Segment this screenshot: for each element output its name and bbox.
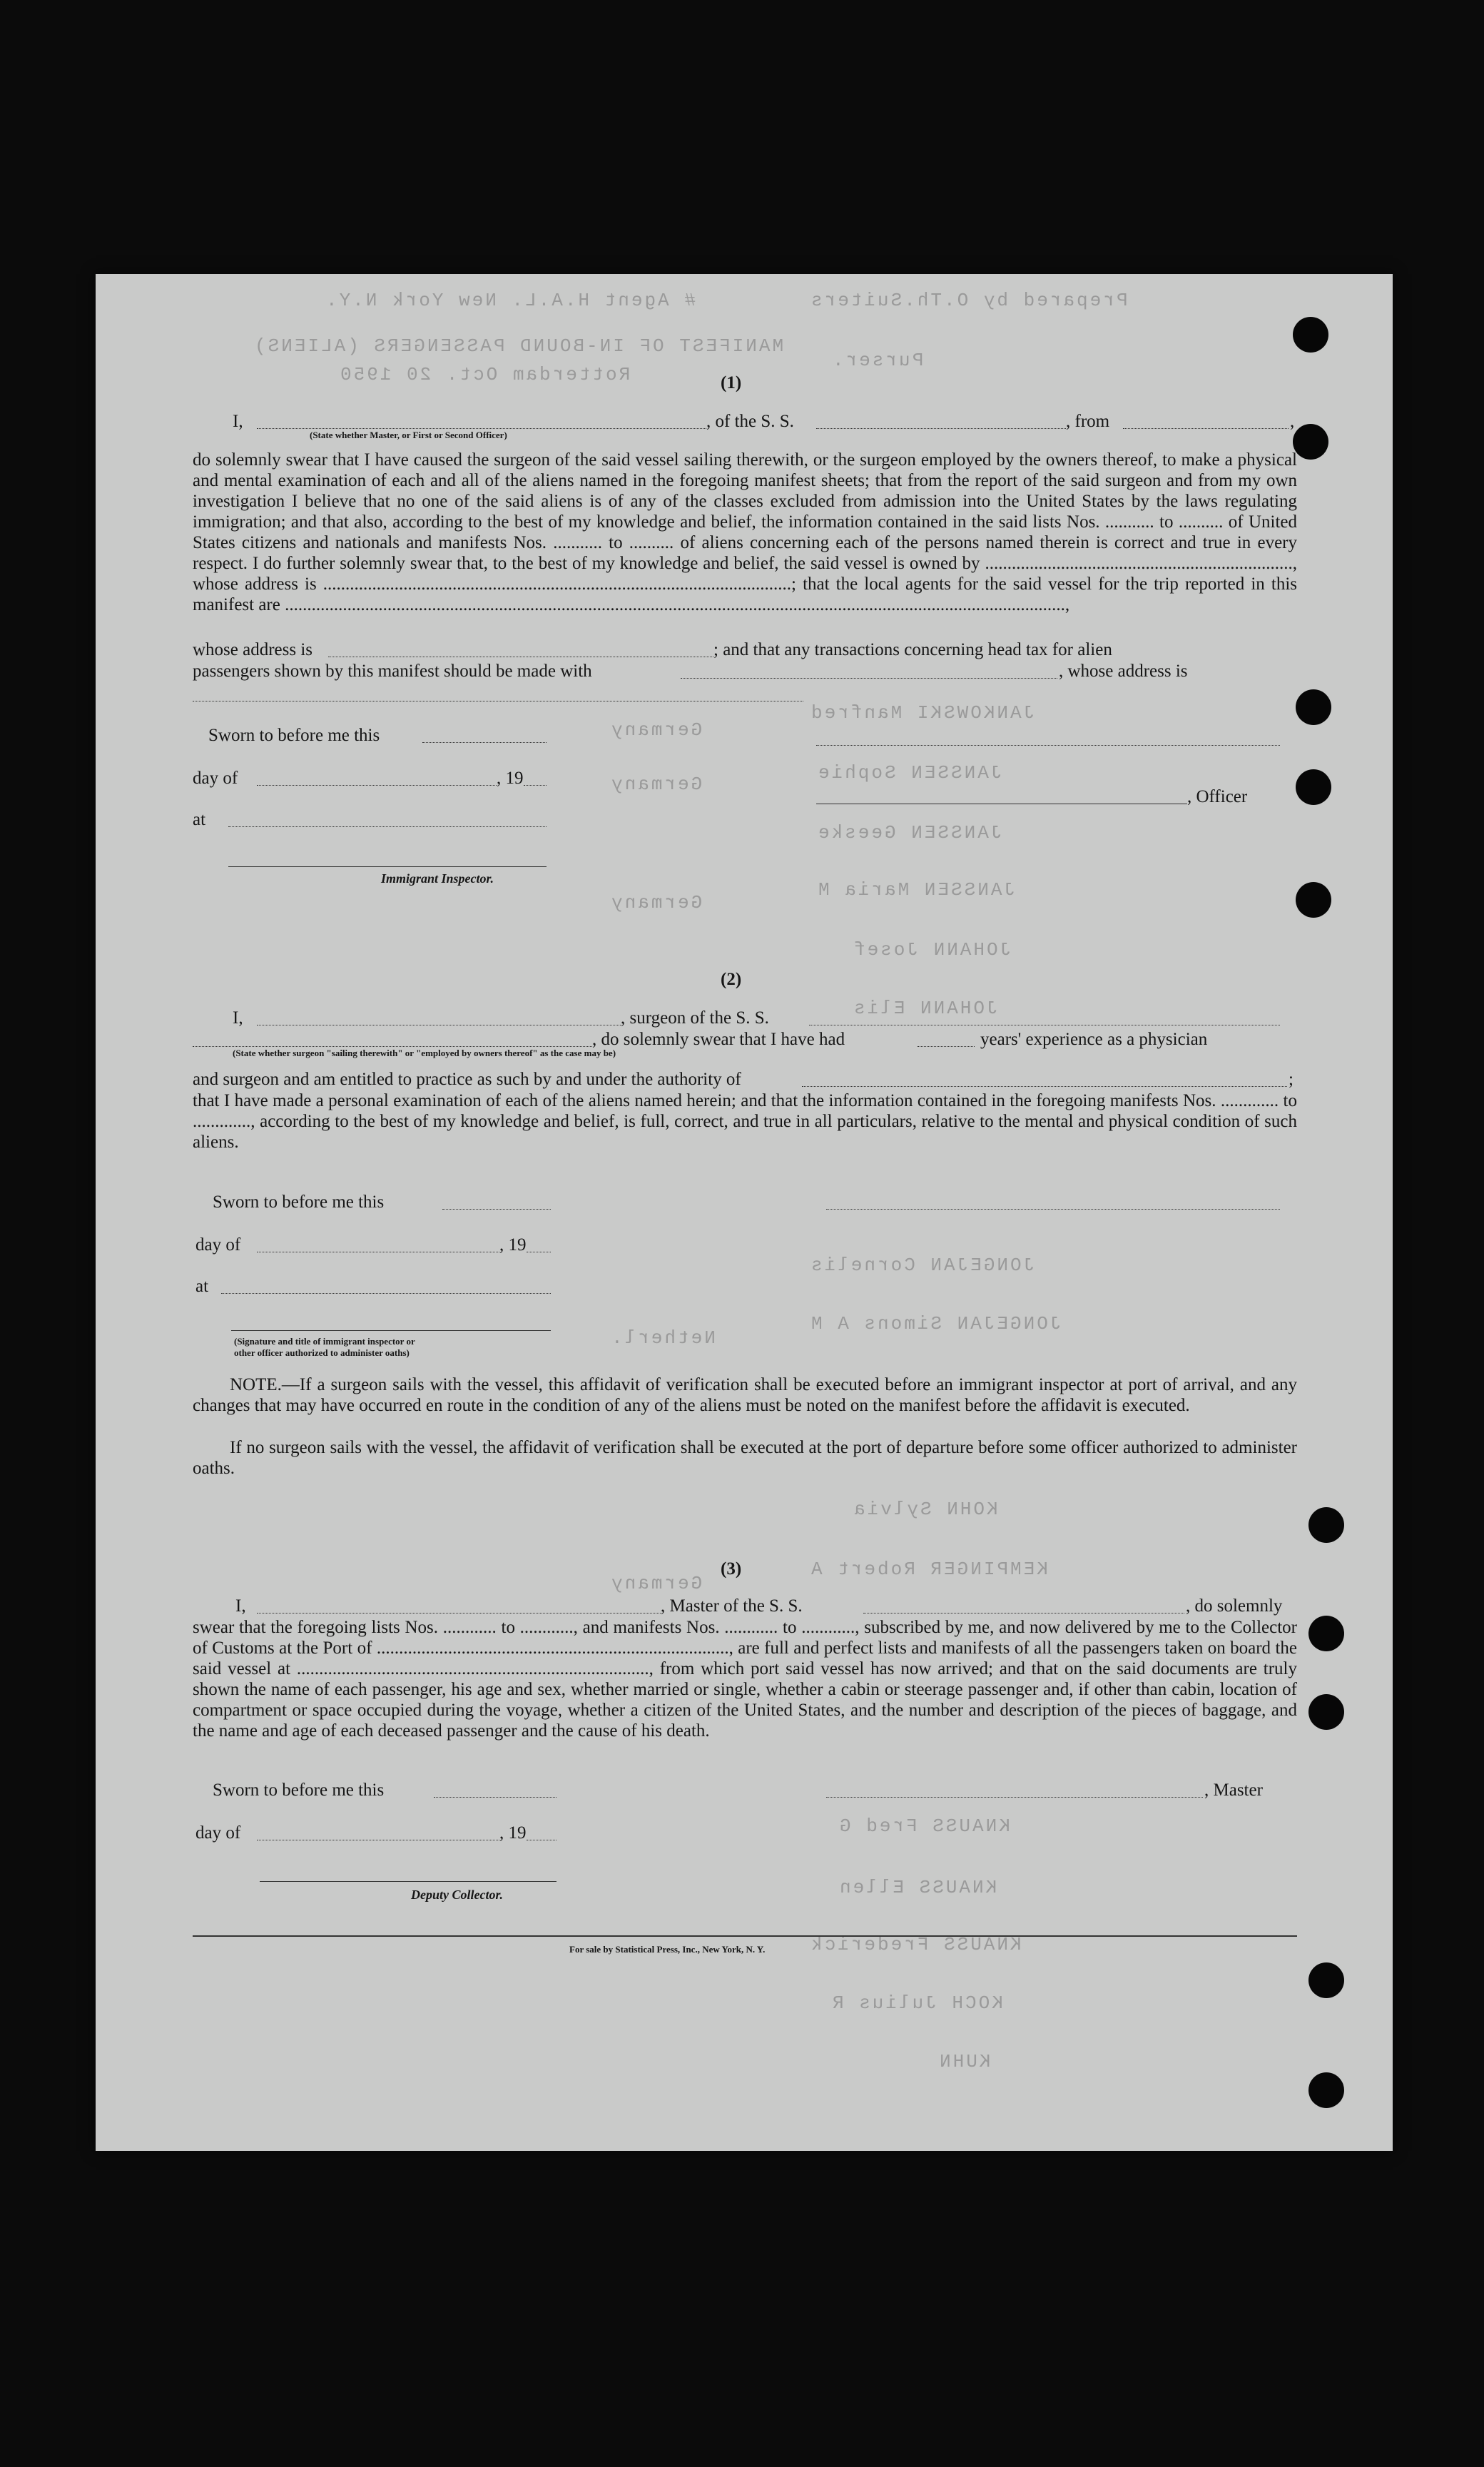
bleed-row: JONGEJAN Simons A M xyxy=(809,1313,1062,1334)
bleed-row: JANSSEN Geeske xyxy=(816,822,1002,844)
s3-master-label: , Master xyxy=(1204,1780,1263,1800)
s3-year: , 19 xyxy=(499,1823,527,1843)
s2-body-2: that I have made a personal examination of each of the aliens named herein; and that the information contained in the foregoing manifests Nos. ............. to ............., according to the best of my knowledge and belief, is full, correct, and true in all particulars, relative to the mental and physical condition of such aliens. xyxy=(193,1091,1297,1152)
s3-day-of: day of xyxy=(195,1823,241,1843)
bleed-header-title: MANIFEST OF IN-BOUND PASSENGERS (ALIENS) xyxy=(253,335,784,357)
s2-swear: , do solemnly swear that I have had xyxy=(592,1030,845,1049)
s2-authority-line xyxy=(802,1086,1287,1087)
punch-hole xyxy=(1308,1962,1344,1998)
s1-at-line xyxy=(228,826,547,827)
s2-body-1: and surgeon and am entitled to practice as such by and under the authority of xyxy=(193,1070,741,1089)
s3-solemnly: , do solemnly xyxy=(1186,1596,1283,1616)
s1-i: I, xyxy=(233,412,243,431)
s1-rank-line xyxy=(257,428,706,429)
s2-surgeon-signature-line xyxy=(826,1209,1280,1210)
s1-transactions: ; and that any transactions concerning head tax for alien xyxy=(713,640,1112,659)
punch-hole xyxy=(1308,1616,1344,1651)
s2-years: years' experience as a physician xyxy=(980,1030,1208,1049)
bleed-row: JANSSEN Sophie xyxy=(816,762,1002,784)
bleed-row: KNAUSS Ellen xyxy=(838,1877,997,1898)
s1-comma: , xyxy=(1290,412,1295,431)
s3-master-signature-line xyxy=(826,1797,1203,1798)
bleed-header-purser: Purser. xyxy=(830,350,924,371)
section-3-number: (3) xyxy=(721,1559,742,1579)
s1-day-line xyxy=(257,785,497,786)
s3-deputy-caption: Deputy Collector. xyxy=(411,1888,503,1902)
s2-sworn: Sworn to before me this xyxy=(213,1192,385,1212)
s1-inspector-line xyxy=(228,866,547,867)
s3-sworn: Sworn to before me this xyxy=(213,1780,385,1800)
s2-years-line xyxy=(918,1046,975,1047)
bleed-row: KUHN xyxy=(937,2051,991,2072)
s2-sworn-line xyxy=(442,1209,551,1210)
bleed-row: JONGEJAN Cornelis xyxy=(809,1255,1035,1276)
s3-i: I, xyxy=(235,1596,246,1616)
footer-rule xyxy=(193,1935,1297,1937)
s3-ss-line xyxy=(863,1613,1184,1614)
section-2-number: (2) xyxy=(721,970,742,989)
s2-body-1-end: ; xyxy=(1289,1070,1294,1089)
bleed-row: JANSSEN Maria M xyxy=(816,879,1016,901)
s1-year-line xyxy=(524,785,547,786)
bleed-row: Germany xyxy=(609,719,703,741)
s2-day-of: day of xyxy=(195,1235,241,1255)
s2-at: at xyxy=(195,1277,209,1296)
s2-status-line xyxy=(193,1046,592,1047)
s1-from-line xyxy=(1123,428,1289,429)
bleed-row: JANKOWSKI Manfred xyxy=(809,702,1035,724)
bleed-row: Germany xyxy=(609,774,703,795)
section-1-number: (1) xyxy=(721,373,742,392)
s2-note-2: If no surgeon sails with the vessel, the affidavit of verification shall be executed at the port of departure before some officer authorized to administer oaths. xyxy=(193,1438,1297,1478)
s1-body: do solemnly swear that I have caused the surgeon of the said vessel sailing therewith, or the surgeon employed by the owners thereof, to make a physical and mental examination of each and all of the aliens named in the foregoing manifest sheets; that from the report of the said surgeon and from my own investigation I believe that no one of the said aliens is of any of the classes excluded from admission into the United States by the laws regulating immigration; and that also, according to the best of my knowledge and belief, the information contained in the said lists Nos. ........... to .......... of United States citizens and nationals and manifests Nos. ........... to .......... of aliens concerning each of the persons named therein is correct and true in every respect. I do further solemnly swear that, to the best of my knowledge and belief, the said vessel is owned by ....................................................................., whose address is .........................................................................................................; that the local agents for the said vessel for the trip reported in this manifest are ..............................................................................................................................................................................., xyxy=(193,450,1297,614)
s2-note: NOTE.—If a surgeon sails with the vessel, this affidavit of verification shall be executed before an immigrant inspector at port of arrival, and any changes that may have occurred en route in the condition of any of the aliens must be noted on the manifest before the affidavit is executed. xyxy=(193,1375,1297,1415)
bleed-row: KNAUSS Fred G xyxy=(838,1815,1010,1837)
bleed-row: KEMPINGER Robert A xyxy=(809,1559,1048,1580)
s3-body: swear that the foregoing lists Nos. ............ to ............, and manifests Nos. ............ to ............, subscribed by me, and now delivered by me to the Collector of Customs at the Port of ..............................................................................., are full and perfect lists and manifests of all the passengers taken on board the said vessel at ..............................................................................., from which port said vessel has now arrived; and that on the said documents are truly shown the name of each passenger, his age and sex, whether married or single, whether a cabin or steerage passenger and, if other than cabin, location of compartment or space occupied during the voyage, whether a citizen of the United States, and the number and description of the pieces of baggage, and the name and age of each deceased passenger and the cause of his death. xyxy=(193,1618,1297,1741)
s2-surgeon-of: , surgeon of the S. S. xyxy=(621,1008,769,1028)
s2-at-line xyxy=(221,1293,551,1294)
s1-officer-line-1 xyxy=(816,745,1280,746)
s2-i: I, xyxy=(233,1008,243,1028)
s1-day-of: day of xyxy=(193,769,238,788)
s1-inspector-caption: Immigrant Inspector. xyxy=(381,871,494,886)
s3-sworn-line xyxy=(434,1797,556,1798)
s1-whose-address-2: , whose address is xyxy=(1059,662,1188,681)
s2-status-caption: (State whether surgeon "sailing therewith" or "employed by owners thereof" as the case may be) xyxy=(233,1048,616,1058)
bleed-header-sub: Rotterdam Oct. 20 1950 xyxy=(338,364,631,385)
s1-passengers: passengers shown by this manifest should be made with xyxy=(193,662,592,681)
bleed-header-right: Prepared by O.Th.Suiters xyxy=(809,290,1128,311)
s1-whose-address: whose address is xyxy=(193,640,313,659)
punch-hole xyxy=(1296,882,1331,918)
s1-agent-line xyxy=(681,678,1057,679)
s1-ss-line xyxy=(816,428,1066,429)
s1-sworn-line xyxy=(422,742,547,743)
punch-hole xyxy=(1308,1507,1344,1543)
manifest-sheet xyxy=(96,274,1393,2151)
bleed-row: Germany xyxy=(609,892,703,913)
s1-officer-label: , Officer xyxy=(1187,787,1248,806)
footer-imprint: For sale by Statistical Press, Inc., New York, N. Y. xyxy=(569,1944,766,1955)
punch-hole xyxy=(1293,424,1328,460)
s1-rank-caption: (State whether Master, or First or Second Officer) xyxy=(310,430,507,440)
bleed-row: JOHANN Josef xyxy=(852,939,1012,961)
bleed-row: JOHANN Elis xyxy=(852,998,998,1019)
punch-hole xyxy=(1293,317,1328,353)
bleed-row: KNAUSS Frederick xyxy=(809,1934,1022,1955)
s3-name-line xyxy=(257,1613,661,1614)
s3-master: , Master of the S. S. xyxy=(661,1596,803,1616)
s1-year: , 19 xyxy=(497,769,524,788)
bleed-row: Netherl. xyxy=(609,1327,716,1349)
s1-at: at xyxy=(193,810,206,829)
punch-hole xyxy=(1296,769,1331,805)
s2-year: , 19 xyxy=(499,1235,527,1255)
bleed-row: Germany xyxy=(609,1573,703,1594)
punch-hole xyxy=(1296,689,1331,725)
punch-hole xyxy=(1308,2072,1344,2108)
s2-signature-line xyxy=(231,1330,551,1331)
s1-sworn: Sworn to before me this xyxy=(208,726,380,745)
bleed-row: KOHN Sylvia xyxy=(852,1499,998,1520)
s1-ss-label: , of the S. S. xyxy=(706,412,794,431)
punch-hole xyxy=(1308,1694,1344,1730)
bleed-row: KOCH Julius R xyxy=(830,1992,1003,2014)
s1-from-label: , from xyxy=(1066,412,1110,431)
bleed-header-left: # Agent H.A.L. New York N.Y. xyxy=(324,290,696,311)
s3-deputy-line xyxy=(260,1881,556,1882)
s2-signature-caption: (Signature and title of immigrant inspector or other officer authorized to administer oaths) xyxy=(234,1336,415,1358)
